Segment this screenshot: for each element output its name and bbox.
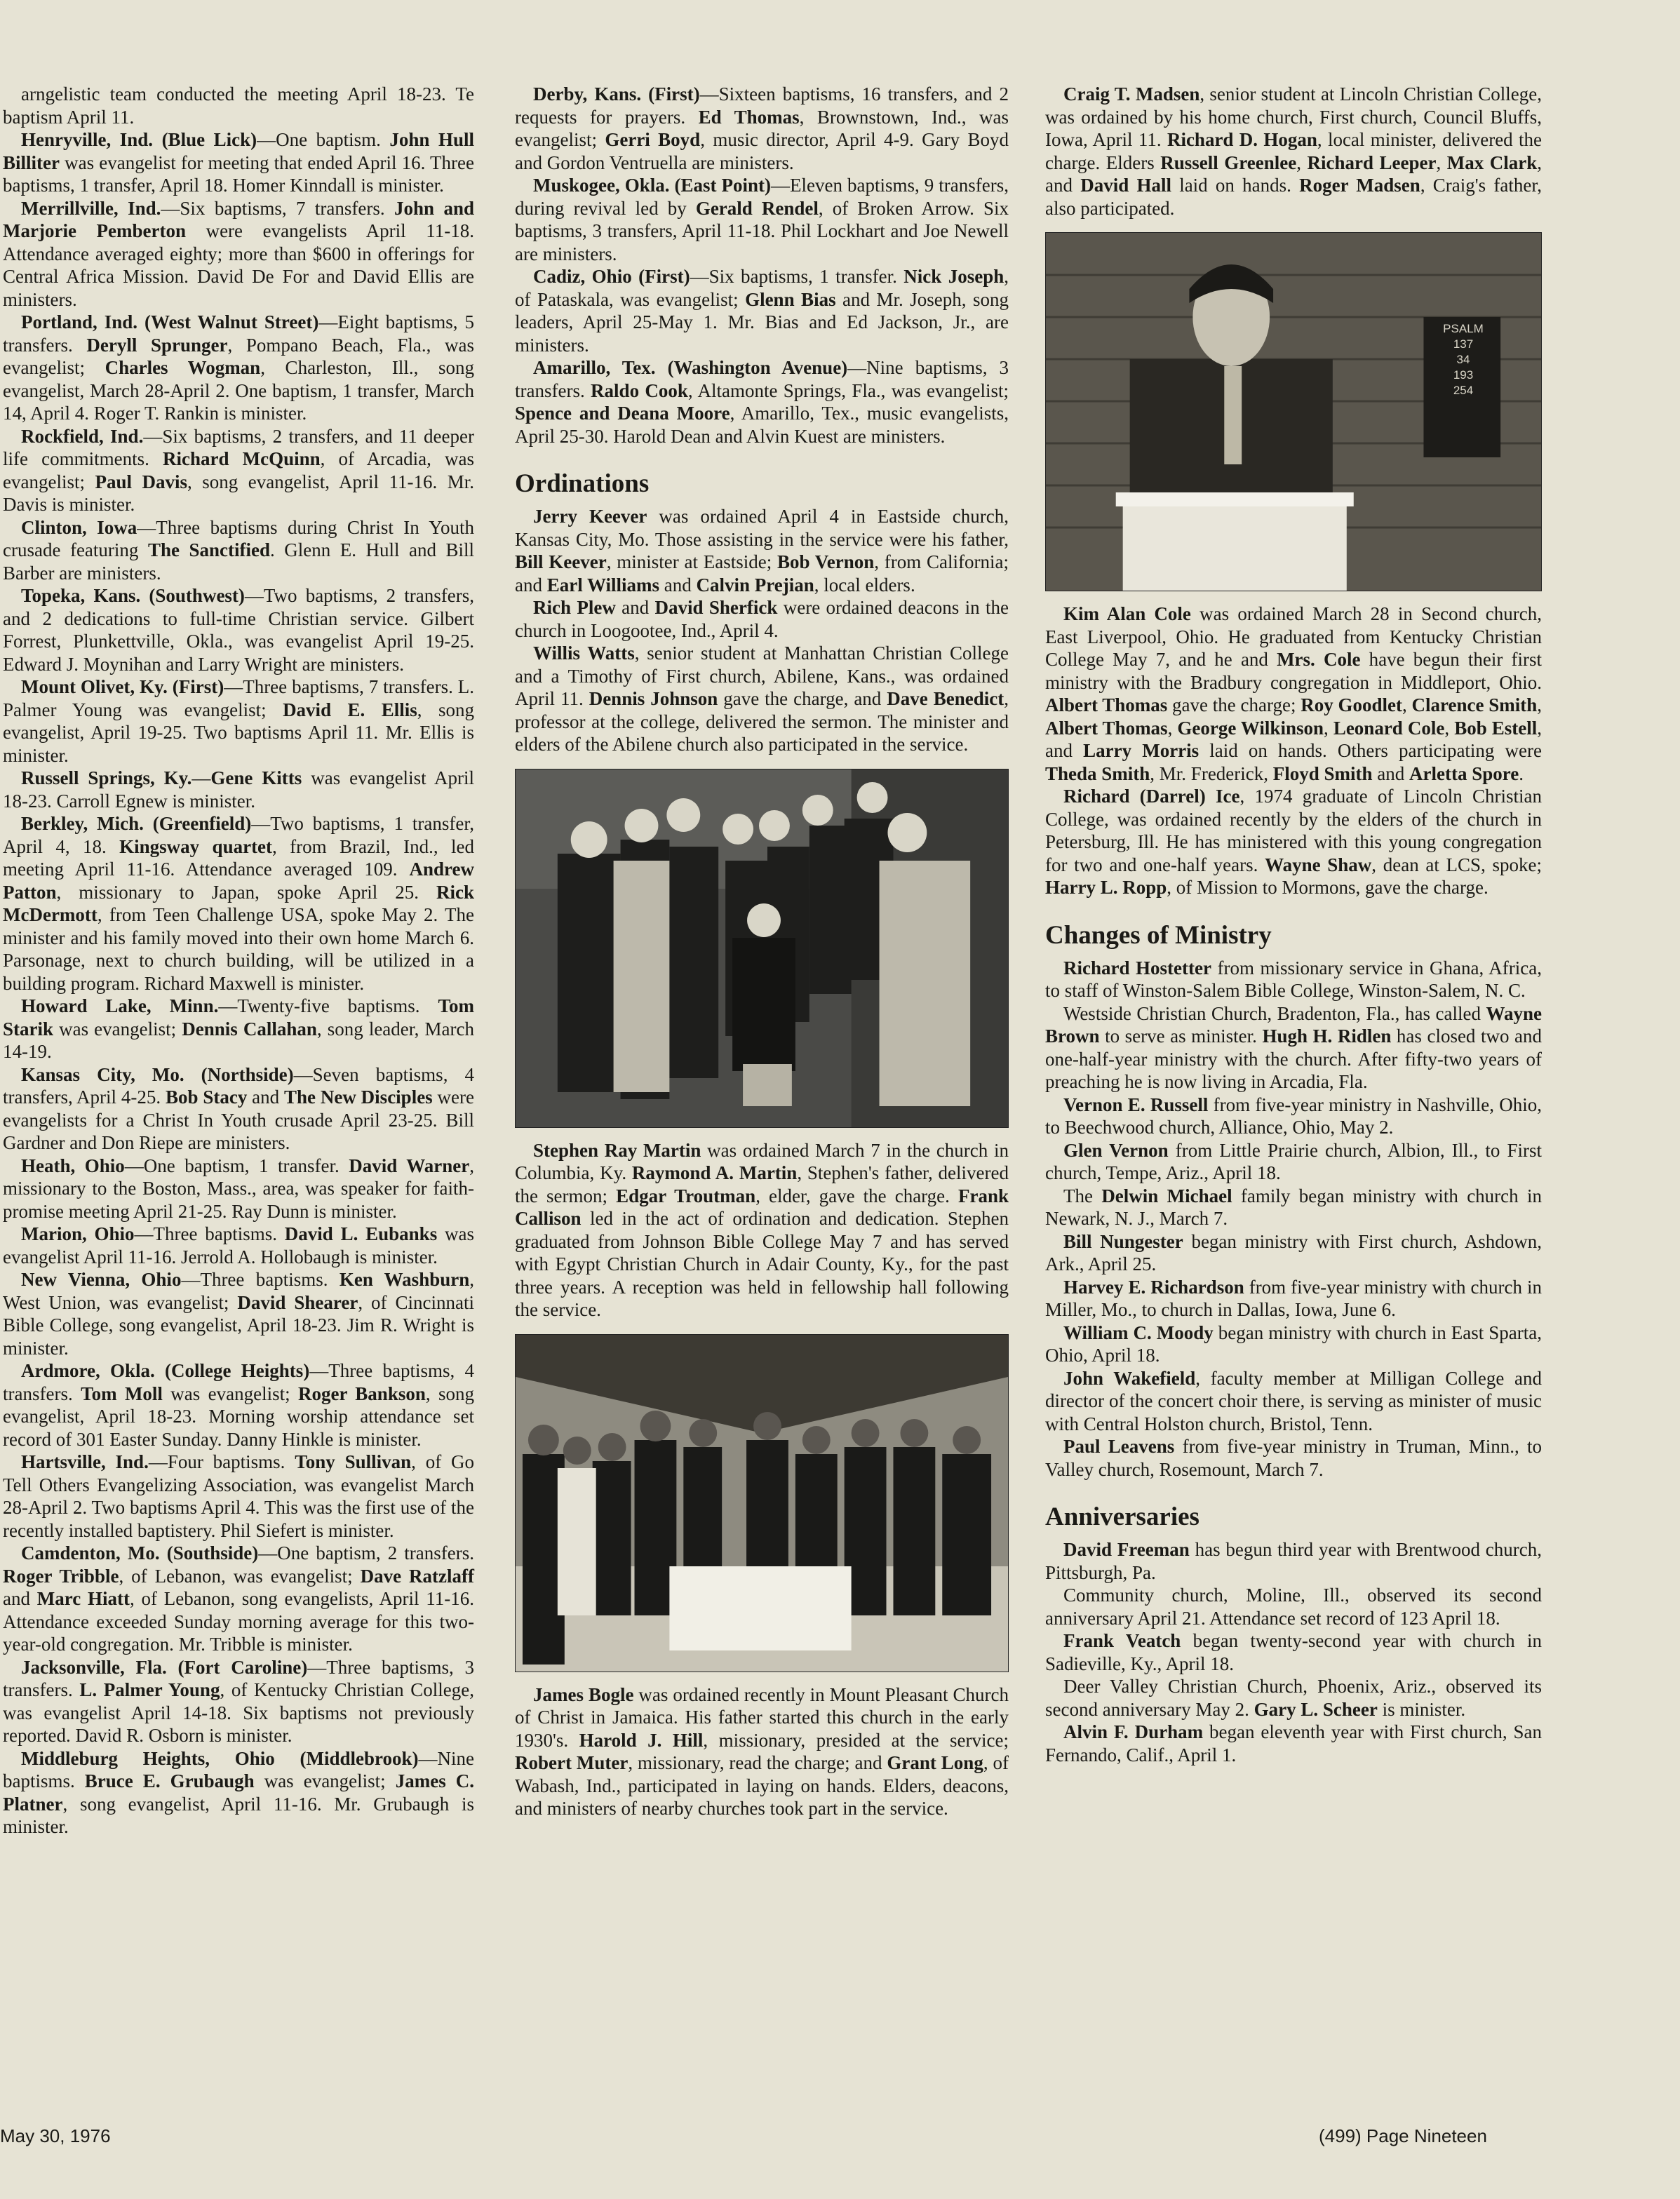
bold-name: Earl Williams [546,574,660,596]
church-news-item: Topeka, Kans. (Southwest)—Two baptisms, 2 transfers, and 2 dedications to full-time Christian service. Gilbert Forrest, Plunkettville, Okla., was evangelist April 19-25. Edward J. Moynihan and Larry Wright are ministers. [3,585,474,675]
bold-name: Spence and Deana Moore [515,403,730,424]
anniversary-item: Deer Valley Christian Church, Phoenix, Ariz., observed its second anniversary May 2. Gary L. Scheer is minister. [1045,1676,1542,1720]
ordination-item: Craig T. Madsen, senior student at Lincoln Christian College, was ordained by his home church, First church, Council Bluffs, Iowa, April 11. Richard D. Hogan, local minister, delivered the charge. Elders Russell Greenlee, Richard Leeper, Max Clark, and David Hall laid on hands. Roger Madsen, Craig's father, also participated. [1045,83,1543,219]
church-news-item: Derby, Kans. (First)—Sixteen baptisms, 16 transfers, and 2 requests for prayers. Ed Thomas, Brownstown, Ind., was evangelist; Gerri Boyd, music director, April 4-9. Gary Boyd and Gordon Ventruella are ministers. [515,83,1009,173]
bold-name: David Sherfick [654,597,778,618]
ordinations-heading: Ordinations [515,469,650,498]
bold-name: Clarence Smith [1411,694,1538,715]
bold-name: Dave Benedict [887,688,1004,709]
bold-name: Richard McQuinn [162,448,321,469]
anniversary-item: David Freeman has begun third year with Brentwood church, Pittsburgh, Pa. [1045,1539,1542,1583]
bold-name: Camdenton, Mo. (Southside) [21,1542,259,1563]
bold-name: James C. Platner [3,1770,474,1815]
bold-name: Alvin F. Durham [1063,1721,1204,1742]
bold-name: Stephen Ray Martin [533,1139,701,1161]
bold-name: Robert Muter [515,1752,629,1773]
bold-name: Dennis Johnson [589,688,718,709]
bold-name: Harvey E. Richardson [1063,1276,1244,1298]
ministry-change-item: The Delwin Michael family began ministry with church in Newark, N. J., March 7. [1045,1185,1542,1229]
bold-name: Wayne Brown [1045,1002,1542,1047]
bold-name: George Wilkinson [1177,717,1324,739]
bold-name: Hugh H. Ridlen [1262,1025,1392,1047]
church-news-item: Portland, Ind. (West Walnut Street)—Eight baptisms, 5 transfers. Deryll Sprunger, Pompano Beach, Fla., was evangelist; Charles Wogman, Charleston, Ill., song evangelist, March 28-April 2. One baptism, 1 transfer, March 14, April 4. Roger T. Rankin is minister. [3,311,474,424]
anniversary-item: Community church, Moline, Ill., observed its second anniversary April 21. Attendance set record of 123 April 18. [1045,1585,1542,1629]
bold-name: Amarillo, Tex. (Washington Avenue) [533,357,848,378]
church-news-item: Clinton, Iowa—Three baptisms during Christ In Youth crusade featuring The Sanctified. Glenn E. Hull and Bill Barber are ministers. [3,516,475,584]
footer-page-number: (499) Page Nineteen [1319,2125,1487,2146]
bold-name: Wayne Shaw [1265,854,1372,875]
bold-name: John and Marjorie Pemberton [3,197,474,241]
bold-name: Rick McDermott [3,881,474,925]
bold-name: Charles Wogman [105,357,261,378]
bold-name: Henryville, Ind. (Blue Lick) [21,129,257,150]
bold-name: Raldo Cook [591,379,688,401]
ordination-item: Jerry Keever was ordained April 4 in Eastside church, Kansas City, Mo. Those assisting in the service were his father, Bill Keever, minister at Eastside; Bob Vernon, from California; and Earl Williams and Calvin Prejian, local elders. [515,506,1009,596]
bold-name: Albert Thomas [1045,717,1168,739]
ordination-photo-madsen [1045,232,1542,591]
hymn-board-number: 254 [1453,384,1474,397]
bold-name: Bob Stacy [165,1087,248,1108]
ordination-photo-bogle [515,1334,1009,1672]
photo-man-at-pulpit [1046,233,1541,591]
bold-name: Rockfield, Ind. [21,425,144,447]
hymn-board-number: 137 [1453,337,1474,351]
ministry-change-item: Harvey E. Richardson from five-year ministry with church in Miller, Mo., to church in Dallas, Iowa, June 6. [1045,1276,1542,1320]
bold-name: Arletta Spore [1409,762,1519,784]
bold-name: Roger Bankson [297,1383,426,1404]
hymn-board-number: 34 [1456,353,1470,366]
bold-name: Richard Hostetter [1063,957,1211,979]
bold-name: David L. Eubanks [284,1223,438,1244]
bold-name: The New Disciples [284,1087,433,1108]
bold-name: Kingsway quartet [119,835,273,857]
bold-name: Bob Vernon [777,551,875,572]
bold-name: L. Palmer Young [79,1679,220,1700]
hymn-board-title: PSALM [1443,322,1484,335]
bold-name: Ken Washburn [339,1269,470,1290]
church-news-item: Camdenton, Mo. (Southside)—One baptism, 2 transfers. Roger Tribble, of Lebanon, was evangelist; Dave Ratzlaff and Marc Hiatt, of Lebanon, song evangelists, April 11-16. Attendance exceeded Sunday morning average for this two-year-old congregation. Mr. Tribble is minister. [3,1542,475,1655]
bold-name: Clinton, Iowa [21,516,137,538]
bold-name: Berkley, Mich. (Greenfield) [21,813,252,834]
church-news-item: New Vienna, Ohio—Three baptisms. Ken Washburn, West Union, was evangelist; David Shearer, of Cincinnati Bible College, song evangelist, April 18-23. Jim R. Wright is minister. [3,1269,474,1359]
bold-name: Paul Leavens [1063,1436,1175,1457]
bold-name: Willis Watts [533,643,635,664]
bold-name: Dennis Callahan [182,1018,317,1040]
bold-name: Roy Goodlet [1301,694,1402,715]
bold-name: John Hull Billiter [3,129,474,173]
bold-name: Paul Davis [95,471,187,492]
anniversary-item: Frank Veatch began twenty-second year with church in Sadieville, Ky., April 18. [1045,1630,1542,1674]
bold-name: Deryll Sprunger [86,334,228,356]
bold-name: Grant Long [887,1752,983,1773]
ministry-change-item: John Wakefield, faculty member at Milligan College and director of the concert choir there, is serving as minister of music with Central Holston church, Bristol, Tenn. [1045,1367,1542,1434]
bold-name: Mount Olivet, Ky. (First) [21,676,224,697]
bold-name: Delwin Michael [1101,1185,1232,1206]
anniversaries-heading: Anniversaries [1045,1502,1199,1531]
bold-name: Gene Kitts [210,767,302,788]
bold-name: Jerry Keever [533,506,647,527]
bold-name: Gerald Rendel [695,197,819,219]
bold-name: Larry Morris [1083,740,1199,761]
church-news-item: Mount Olivet, Ky. (First)—Three baptisms, 7 transfers. L. Palmer Young was evangelist; David E. Ellis, song evangelist, April 19-25. Two baptisms April 11. Mr. Ellis is minister. [3,676,475,766]
bold-name: Merrillville, Ind. [21,197,161,219]
ministry-change-item: William C. Moody began ministry with church in East Sparta, Ohio, April 18. [1045,1322,1542,1366]
bold-name: Albert Thomas [1045,694,1168,715]
church-news-item: Middleburg Heights, Ohio (Middlebrook)—Nine baptisms. Bruce E. Grubaugh was evangelist; James C. Platner, song evangelist, April 11-16. Mr. Grubaugh is minister. [3,1747,474,1837]
bold-name: Tom Starik [3,995,474,1040]
bold-name: Floyd Smith [1272,762,1373,784]
photo-caption-martin: Stephen Ray Martin was ordained March 7 in the church in Columbia, Ky. Raymond A. Martin, Stephen's father, delivered the sermon; Edgar Troutman, elder, gave the charge. Frank Callison led in the act of ordination and dedication. Stephen graduated from Johnson Bible College May 7 and has served with Egypt Christian Church in Adair County, Ky., for the past three years. A reception was held in fellowship hall following the service. [515,1139,1009,1320]
bold-name: Mrs. Cole [1277,649,1361,670]
column-3 [1045,83,1542,1766]
bold-name: Andrew Patton [3,859,474,903]
bold-name: Cadiz, Ohio (First) [533,266,690,287]
church-news-item: Marion, Ohio—Three baptisms. David L. Eubanks was evangelist April 11-16. Jerrold A. Hollobaugh is minister. [3,1223,474,1267]
bold-name: Vernon E. Russell [1063,1094,1209,1115]
church-news-item: Hartsville, Ind.—Four baptisms. Tony Sullivan, of Go Tell Others Evangelizing Association, was evangelist March 28-April 2. Two baptisms April 4. This was the first use of the recently installed baptistery. Phil Siefert is minister. [3,1451,475,1541]
bold-name: Raymond A. Martin [631,1162,798,1183]
photo-group-laying-hands [516,769,1008,1127]
bold-name: Bill Keever [515,551,607,572]
bold-name: Middleburg Heights, Ohio (Middlebrook) [21,1747,419,1769]
changes-of-ministry-heading: Changes of Ministry [1045,920,1272,950]
church-news-item: Heath, Ohio—One baptism, 1 transfer. David Warner, missionary to the Boston, Mass., area, was speaker for faith-promise meeting April 21-25. Ray Dunn is minister. [3,1155,474,1222]
footer-date: May 30, 1976 [0,2125,111,2146]
photo-caption-bogle: James Bogle was ordained recently in Mount Pleasant Church of Christ in Jamaica. His father started this church in the early 1930's. Harold J. Hill, missionary, presided at the service; Robert Muter, missionary, read the charge; and Grant Long, of Wabash, Ind., participated in laying on hands. Elders, deacons, and ministers of nearby churches took part in the service. [515,1683,1009,1819]
ordination-item: Willis Watts, senior student at Manhattan Christian College and a Timothy of First church, Abilene, Kans., was ordained April 11. Dennis Johnson gave the charge, and Dave Benedict, professor at the college, delivered the sermon. The minister and elders of the Abilene church also participated in the service. [515,643,1009,755]
bold-name: Frank Veatch [1063,1630,1181,1651]
bold-name: Harold J. Hill [579,1729,704,1751]
church-news-item: Rockfield, Ind.—Six baptisms, 2 transfers, and 11 deeper life commitments. Richard McQuinn, of Arcadia, was evangelist; Paul Davis, song evangelist, April 11-16. Mr. Davis is minister. [3,425,474,515]
bold-name: Harry L. Ropp [1045,877,1167,898]
church-news-item: Russell Springs, Ky.—Gene Kitts was evangelist April 18-23. Carroll Egnew is minister. [3,767,474,812]
bold-name: Roger Tribble [3,1565,119,1587]
bold-name: Marc Hiatt [36,1588,130,1609]
bold-name: Ardmore, Okla. (College Heights) [21,1360,310,1381]
ministry-change-item: Richard Hostetter from missionary service in Ghana, Africa, to staff of Winston-Salem Bible College, Winston-Salem, N. C. [1045,957,1543,1001]
church-news-item: Merrillville, Ind.—Six baptisms, 7 transfers. John and Marjorie Pemberton were evangelists April 11-18. Attendance averaged eighty; more than $600 in offerings for Central Africa Mission. David De For and David Ellis are ministers. [3,197,475,310]
bold-name: Richard D. Hogan [1167,129,1317,150]
church-news-item: Berkley, Mich. (Greenfield)—Two baptisms, 1 transfer, April 4, 18. Kingsway quartet, from Brazil, Ind., led meeting April 11-16. Attendance averaged 109. Andrew Patton, missionary to Japan, spoke April 25. Rick McDermott, from Teen Challenge USA, spoke May 2. The minister and his family moved into their own home March 6. Parsonage, next to church building, will be utilized in a building program. Richard Maxwell is minister. [3,813,474,994]
ministry-change-item: Vernon E. Russell from five-year ministry in Nashville, Ohio, to Beechwood church, Alliance, Ohio, May 2. [1045,1094,1542,1138]
anniversary-item: Alvin F. Durham began eleventh year with First church, San Fernando, Calif., April 1. [1045,1721,1542,1766]
church-news-item: Kansas City, Mo. (Northside)—Seven baptisms, 4 transfers, April 4-25. Bob Stacy and The New Disciples were evangelists for a Christ In Youth crusade April 23-25. Bill Gardner and Don Riepe are ministers. [3,1063,474,1153]
bold-name: David Freeman [1063,1539,1190,1560]
bold-name: Frank Callison [515,1185,1009,1229]
church-news-list [515,83,1009,448]
bold-name: Portland, Ind. (West Walnut Street) [21,311,319,332]
bold-name: Dave Ratzlaff [360,1565,474,1587]
bold-name: John Wakefield [1063,1367,1196,1389]
bold-name: Russell Springs, Ky. [21,767,192,788]
church-news-item: Muskogee, Okla. (East Point)—Eleven baptisms, 9 transfers, during revival led by Gerald Rendel, of Broken Arrow. Six baptisms, 3 transfers, April 11-18. Phil Lockhart and Joe Newell are ministers. [515,175,1009,264]
bold-name: Calvin Prejian [696,574,814,596]
bold-name: Kansas City, Mo. (Northside) [21,1063,294,1085]
bold-name: Derby, Kans. (First) [533,83,700,105]
hymn-board-number: 193 [1453,368,1474,382]
bold-name: Ed Thomas [698,106,800,128]
bold-name: Russell Greenlee [1160,152,1297,173]
bold-name: David Warner [349,1155,470,1176]
bold-name: David Hall [1080,175,1171,196]
ordination-notes-list [1045,603,1542,899]
church-news-item: Amarillo, Tex. (Washington Avenue)—Nine baptisms, 3 transfers. Raldo Cook, Altamonte Springs, Fla., was evangelist; Spence and Deana Moore, Amarillo, Tex., music evangelists, April 25-30. Harold Dean and Alvin Kuest are ministers. [515,357,1009,447]
bold-name: David E. Ellis [283,699,417,720]
bold-name: Tony Sullivan [295,1451,412,1472]
church-news-item: arngelistic team conducted the meeting April 18-23. Te baptism April 11. [3,83,474,128]
column-2 [515,83,1009,1820]
ordination-item: Rich Plew and David Sherfick were ordained deacons in the church in Loogootee, Ind., April 4. [515,597,1009,641]
bold-name: Bruce E. Grubaugh [84,1770,255,1791]
church-news-item: Jacksonville, Fla. (Fort Caroline)—Three baptisms, 3 transfers. L. Palmer Young, of Kentucky Christian College, was evangelist April 14-18. Six baptisms not previously reported. David R. Osborn is minister. [3,1656,475,1746]
bold-name: Glen Vernon [1063,1139,1169,1161]
ministry-change-item: Bill Nungester began ministry with First church, Ashdown, Ark., April 25. [1045,1230,1542,1275]
bold-name: Kim Alan Cole [1063,603,1191,624]
bold-name: Gary L. Scheer [1254,1698,1378,1720]
photo-group-church-jamaica [516,1335,1008,1672]
bold-name: Jacksonville, Fla. (Fort Caroline) [21,1656,308,1678]
bold-name: Edgar Troutman [616,1185,756,1206]
bold-name: Hartsville, Ind. [21,1451,149,1472]
bold-name: Heath, Ohio [21,1155,125,1176]
ordination-photo-martin [515,769,1009,1128]
ministry-change-item: Glen Vernon from Little Prairie church, Albion, Ill., to First church, Tempe, Ariz., April 18. [1045,1139,1542,1183]
bold-name: Nick Joseph [903,266,1004,287]
church-news-item: Howard Lake, Minn.—Twenty-five baptisms. Tom Starik was evangelist; Dennis Callahan, song leader, March 14-19. [3,995,474,1062]
anniversaries-list [1045,1538,1542,1766]
bold-name: The Sanctified [147,539,270,560]
bold-name: James Bogle [533,1683,634,1705]
ordinations-list [515,505,1009,756]
bold-name: Tom Moll [81,1383,163,1404]
bold-name: Marion, Ohio [21,1223,135,1244]
bold-name: Roger Madsen [1299,175,1420,196]
bold-name: Richard (Darrel) Ice [1063,786,1240,807]
church-news-item: Henryville, Ind. (Blue Lick)—One baptism. John Hull Billiter was evangelist for meeting that ended April 16. Three baptisms, 1 transfer, April 18. Homer Kinndall is minister. [3,129,474,196]
ordination-item: Richard (Darrel) Ice, 1974 graduate of Lincoln Christian College, was ordained recently by the elders of the church in Petersburg, Ill. He has ministered with this young congregation for two and one-half years. Wayne Shaw, dean at LCS, spoke; Harry L. Ropp, of Mission to Mormons, gave the charge. [1045,786,1542,898]
column-1 [3,83,474,1838]
bold-name: Leonard Cole [1333,717,1445,739]
bold-name: New Vienna, Ohio [21,1269,182,1290]
ministry-change-item: Westside Christian Church, Bradenton, Fla., has called Wayne Brown to serve as minister. Hugh H. Ridlen has closed two and one-half-year ministry with the church. After fifty-two years of preaching he is now living in Arcadia, Fla. [1045,1002,1543,1092]
ministry-change-item: Paul Leavens from five-year ministry in Truman, Minn., to Valley church, Rosemount, March 7. [1045,1436,1542,1480]
bold-name: Theda Smith [1045,762,1150,784]
bold-name: Richard Leeper [1307,152,1437,173]
bold-name: Max Clark [1446,152,1538,173]
hymn-board [1425,321,1502,398]
church-news-item: Ardmore, Okla. (College Heights)—Three baptisms, 4 transfers. Tom Moll was evangelist; Roger Bankson, song evangelist, April 18-23. Morning worship attendance set record of 301 Easter Sunday. Danny Hinkle is minister. [3,1360,474,1450]
bold-name: David Shearer [237,1291,358,1313]
changes-of-ministry-list [1045,957,1542,1481]
bold-name: William C. Moody [1063,1322,1214,1343]
madsen-paragraph [1045,83,1542,220]
bold-name: Glenn Bias [745,288,836,310]
bold-name: Gerri Boyd [605,129,701,150]
bold-name: Bill Nungester [1063,1230,1183,1252]
bold-name: Rich Plew [533,597,616,618]
bold-name: Howard Lake, Minn. [21,995,219,1016]
bold-name: Craig T. Madsen [1063,83,1200,105]
bold-name: Topeka, Kans. (Southwest) [21,585,245,606]
ordination-item: Kim Alan Cole was ordained March 28 in Second church, East Liverpool, Ohio. He graduated from Kentucky Christian College May 7, and he and Mrs. Cole have begun their first ministry with the Bradbury congregation in Middleport, Ohio. Albert Thomas gave the charge; Roy Goodlet, Clarence Smith, Albert Thomas, George Wilkinson, Leonard Cole, Bob Estell, and Larry Morris laid on hands. Others participating were Theda Smith, Mr. Frederick, Floyd Smith and Arletta Spore. [1045,603,1543,784]
bold-name: Bob Estell [1454,717,1538,739]
church-news-item: Cadiz, Ohio (First)—Six baptisms, 1 transfer. Nick Joseph, of Pataskala, was evangelist; Glenn Bias and Mr. Joseph, song leaders, April 25-May 1. Mr. Bias and Ed Jackson, Jr., are ministers. [515,266,1009,356]
bold-name: Muskogee, Okla. (East Point) [533,175,772,196]
